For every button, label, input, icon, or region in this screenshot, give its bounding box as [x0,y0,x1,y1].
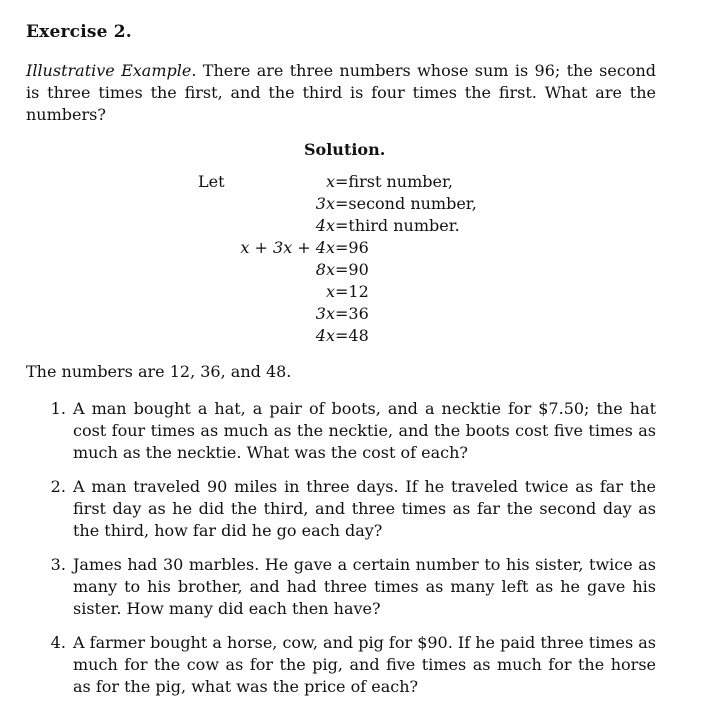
intro-text: There are three numbers whose sum is 96; the second is three times the first, and the third is four times the first. What are the numbers? [26,61,657,124]
equation-lhs: 4x [315,216,335,235]
equation-lhs: 3x [315,304,335,323]
equation-lhs: 4x [315,326,335,345]
problem-item: 3. James had 30 marbles. He gave a certain number to his sister, twice as many to his brother, and had three times as many left as he gave his sister. How many did each then have? [71,554,656,620]
intro-label: Illustrative Example. [26,61,197,80]
equation-rhs: =12 [335,282,369,301]
equation-rhs: =36 [335,304,369,323]
document-page [26,22,657,696]
solution-title: Solution. [304,140,386,159]
equation-lhs: x + 3x + 4x [240,238,335,257]
let-label: Let [198,172,225,191]
answer-statement: The numbers are 12, 36, and 48. [26,362,292,381]
problem-list [26,398,656,710]
equation-lhs: 3x [315,194,335,213]
intro-paragraph [26,60,656,126]
equation-rhs: =96 [335,238,369,257]
problem-item: 2. A man traveled 90 miles in three days. If he traveled twice as far the first day as he did the third, and three times as far the second day as the third, how far did he go each day? [71,476,656,542]
equation-rhs: =48 [335,326,369,345]
equation-lhs: x [325,172,335,191]
equation-rhs: =second number, [335,194,477,213]
equation-rhs: =third number. [335,216,460,235]
equation-lhs: 8x [315,260,335,279]
equation-rhs: =90 [335,260,369,279]
equation-rhs: =first number, [335,172,453,191]
exercise-heading: Exercise 2. [26,22,132,42]
problem-item: 4. A farmer bought a horse, cow, and pig for $90. If he paid three times as much for the cow as for the pig, and five times as much for the horse as for the pig, what was the price of each? [71,632,656,698]
problem-item: 1. A man bought a hat, a pair of boots, and a necktie for $7.50; the hat cost four times as much as the necktie, and the boots cost five times as much as the necktie. What was the cost of each? [71,398,656,464]
equation-lhs: x [325,282,335,301]
